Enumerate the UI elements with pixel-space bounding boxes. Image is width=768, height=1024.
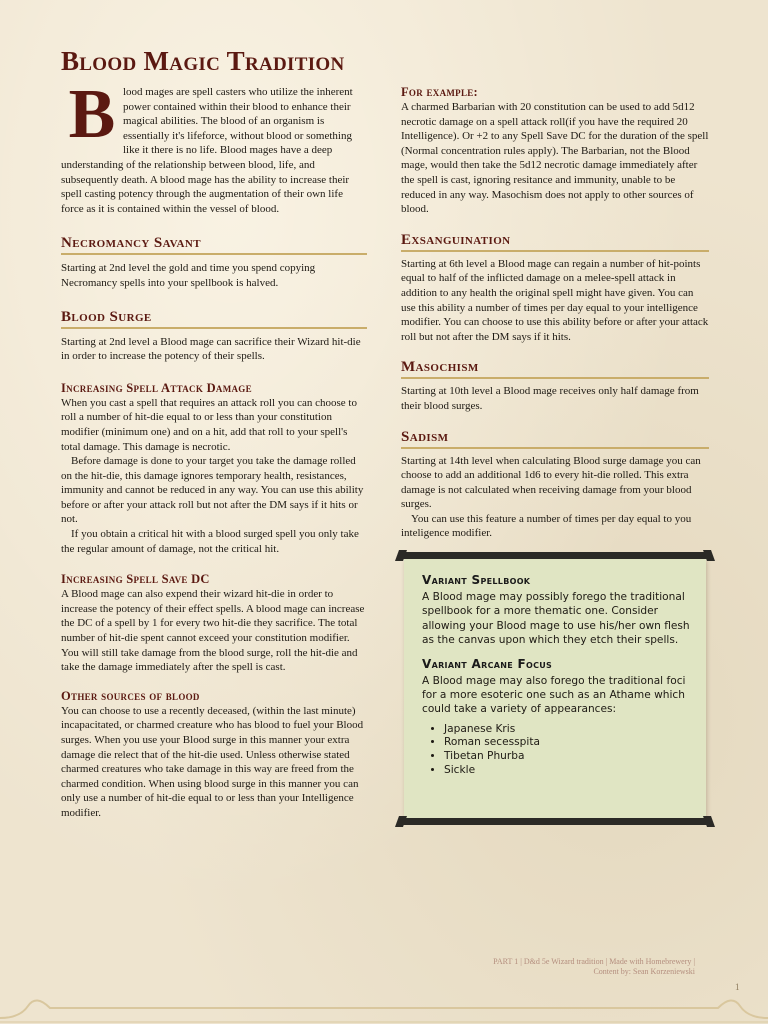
note-bottom-border: [400, 818, 710, 825]
heading-spell-attack-damage: Increasing Spell Attack Damage: [61, 380, 252, 395]
heading-sadism: Sadism: [401, 428, 709, 449]
spell-save-text: A Blood mage can also expend their wizard hit-die in order to increase the potency of their effect spells. A blood mage can increase the DC of a spell by 1 for every two hit-die they sacrifice. The total number of hit-die spent cannot exceed your constitution modifier. You will still take damage from the blood surge, roll the hit-die and take the damage immediately after the spell is cast.: [61, 588, 365, 674]
example-text: A charmed Barbarian with 20 constitution can be used to add 5d12 necrotic damage on a spell attack roll(if you have the required 20 Intelligence). Or +2 to any Spell Save DC for the duration of the spell (Normal concentration rules apply). The Barbarian, not the Blood mage, would then take the 5d12 necrotic damage immediately after the spell is cast, ignoring resitance and immunity, unable to be reduced in any way. Masochism does not apply to other sources of blood.: [401, 101, 709, 216]
page-title: Blood Magic Tradition: [61, 46, 345, 76]
footer-text: PART 1 | D&d 5e Wizard tradition | Made with Homebrewery | Content by: Sean Korzeniewski: [493, 957, 695, 976]
list-item: • Sickle: [444, 764, 690, 778]
variant-arcane-focus-text: A Blood mage may also forego the traditional foci for a more esoteric one such as an Athame which could take a variety of appearances:: [422, 674, 686, 716]
variant-note-box: [404, 559, 706, 818]
sadism-paragraph-1: Starting at 14th level when calculating Blood surge damage you can choose to add an additional 1d6 to every hit-die rolled. This extra damage is not calculated when receiving damage from your blood surges.: [401, 454, 701, 511]
masochism-text: Starting at 10th level a Blood mage receives only half damage from their blood surges.: [401, 385, 699, 412]
right-column: [401, 85, 709, 541]
heading-variant-spellbook: Variant Spellbook: [422, 573, 531, 587]
blood-surge-text: Starting at 2nd level a Blood mage can sacrifice their Wizard hit-die in order to increase the potency of their spells.: [61, 335, 361, 363]
intro-paragraph: [61, 76, 367, 216]
spell-attack-paragraph-2: Before damage is done to your target you take the damage rolled on the hit-die, this damage ignores temporary health, resistances, immunity and cannot be reduced in any way. You can use this ability before or after your attack roll but not after the DM says if it hits or not.: [61, 455, 364, 526]
list-item: • Tibetan Phurba: [444, 750, 690, 764]
heading-necromancy-savant: Necromancy Savant: [61, 234, 367, 255]
heading-masochism: Masochism: [401, 358, 709, 379]
exsanguination-text: Starting at 6th level a Blood mage can regain a number of hit-points equal to half of the inflicted damage on a melee-spell attack in addition to any health the original spell might have given. You can use this ability a number of times per day equal to your intelligence modifier. You can choose to use this ability before or after your attack roll but not after the DM says if it hits.: [401, 257, 709, 343]
heading-exsanguination: Exsanguination: [401, 231, 709, 252]
heading-variant-arcane-focus: Variant Arcane Focus: [422, 656, 553, 671]
heading-blood-surge: Blood Surge: [61, 308, 367, 329]
necromancy-savant-text: Starting at 2nd level the gold and time you spend copying Necromancy spells into your spellbook is halved.: [61, 262, 316, 289]
heading-other-sources: Other sources of blood: [61, 688, 200, 703]
left-column: [61, 76, 367, 821]
intro-text: lood mages are spell casters who utilize the inherent power contained within their blood to enhance their magical abilities. The blood of an organism is essentially it's lifeforce, without blood or something like it there is no life. Blood mages have a deep understanding of the relationship between blood, life, and subsequently death. A blood mage has the ability to increase their spell casting potency through the augmentation of their own life force as it is contained within the vessel of blood.: [61, 86, 353, 215]
page-number: 1: [735, 982, 740, 992]
list-item: • Roman secesspita: [444, 736, 690, 750]
sadism-paragraph-2: You can use this feature a number of times per day equal to you inteligence modifier.: [401, 512, 692, 540]
heading-for-example: For example:: [401, 85, 479, 99]
decorative-bottom-frame: [0, 988, 768, 1024]
spell-attack-paragraph-1: When you cast a spell that requires an attack roll you can choose to roll a number of hit-die equal to or less than your constitution modifier (minimum one) and on a hit, add that roll to your spell's total damage. This damage is necrotic.: [61, 396, 357, 453]
drop-cap: B: [68, 76, 116, 153]
other-sources-text: You can choose to use a recently deceased, (within the last minute) incapacitated, or charmed creature who has blood to fuel your Blood surges. When you use your Blood surge in this manner your extra damage die relect that of the hit-die used. Unless otherwise stated charmed creatures who take damage in this way are freed from the charmed condition. When using blood surge in this manner you can only use a number of hit-die equal to or less than your Intelligence modifier.: [61, 704, 364, 819]
heading-spell-save-dc: Increasing Spell Save DC: [61, 572, 210, 587]
variant-spellbook-text: A Blood mage may possibly forego the traditional spellbook for a more thematic one. Consider allowing your Blood mage to use his/her own flesh as the canvas upon which they etch their spells.: [422, 591, 690, 647]
note-top-border: [400, 552, 710, 559]
list-item: • Japanese Kris: [444, 723, 690, 737]
spell-attack-paragraph-3: If you obtain a critical hit with a blood surged spell you only take the regular amount of damage, not the critical hit.: [61, 528, 359, 555]
focus-list: [422, 723, 690, 777]
